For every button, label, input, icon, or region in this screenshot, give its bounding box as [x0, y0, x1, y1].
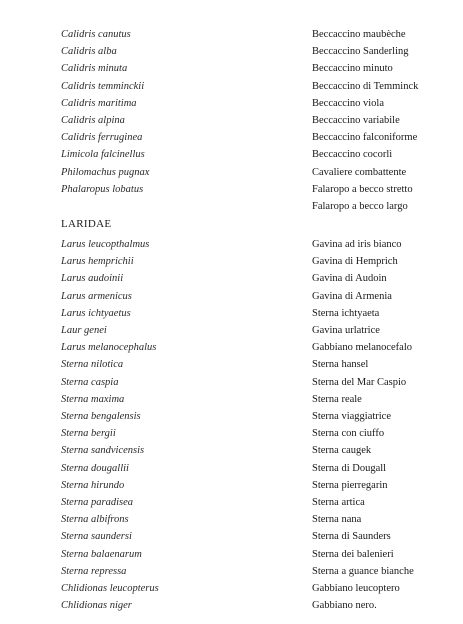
scientific-name: Sterna paradisea [61, 497, 134, 508]
common-name: Gavina di Armenia [312, 290, 392, 302]
scientific-name: Larus hemprichii [61, 256, 134, 268]
common-name: Cavaliere combattente [312, 166, 407, 178]
species-row [0, 477, 463, 494]
common-name: Beccaccino falconiforme [312, 132, 418, 144]
species-row [0, 597, 463, 614]
scientific-name: Calidris minuta [61, 63, 128, 75]
species-row [0, 460, 463, 477]
scientific-name: Calidris alpina [61, 115, 125, 126]
species-row [0, 95, 463, 112]
scientific-name: Sterna hirundo [61, 479, 125, 491]
scientific-name: Sterna bengalensis [61, 411, 141, 422]
common-name: Beccaccino cocorlì [312, 149, 393, 161]
species-row [0, 580, 463, 597]
common-name: Falaropo a becco largo [312, 201, 408, 212]
common-name: Gavina urlatrice [312, 325, 380, 336]
common-name: Gavina di Audoin [312, 273, 387, 285]
common-name: Beccaccino minuto [312, 63, 393, 75]
common-name: Sterna a guance bianche [312, 565, 414, 577]
species-row [0, 322, 463, 339]
common-name: Sterna pierregarin [312, 479, 388, 491]
species-row [0, 164, 463, 181]
scientific-name: Sterna maxima [61, 393, 125, 405]
common-name: Sterna artica [312, 497, 365, 508]
species-row [0, 563, 463, 580]
common-name: Sterna con ciuffo [312, 428, 385, 440]
scientific-name: Larus audoinii [61, 273, 124, 285]
scientific-name: Calidris temminckii [61, 80, 145, 92]
scientific-name: Chlidionas niger [61, 600, 132, 612]
species-row [0, 374, 463, 391]
scientific-name: Calidris alba [61, 46, 117, 58]
species-row [0, 253, 463, 270]
species-row [0, 408, 463, 425]
scientific-name: Sterna sandvicensis [61, 445, 145, 457]
species-row [0, 391, 463, 408]
scientific-name: Calidris ferruginea [61, 132, 143, 144]
common-name: Gabbiano nero. [312, 600, 377, 612]
species-row [0, 26, 463, 43]
scientific-name: Calidris maritima [61, 97, 137, 109]
common-name: Sterna del Mar Caspio [312, 376, 407, 388]
common-name: Sterna nana [312, 514, 362, 526]
common-name: Beccaccino viola [312, 97, 385, 109]
common-name: Gabbiano leucoptero [312, 583, 400, 594]
scientific-name: Philomachus pugnax [61, 166, 150, 178]
common-name: Beccaccino di Temminck [312, 80, 419, 92]
scientific-name: Calidris canutus [61, 29, 131, 40]
scientific-name: Sterna nilotica [61, 359, 124, 371]
common-name: Sterna viaggiatrice [312, 411, 392, 422]
species-row [0, 442, 463, 459]
common-name: Beccaccino Sanderling [312, 46, 409, 58]
species-row [0, 270, 463, 287]
common-name: Sterna caugek [312, 445, 372, 457]
species-row [0, 425, 463, 442]
common-name: Gavina ad iris bianco [312, 239, 402, 250]
common-name: Beccaccino maubèche [312, 29, 406, 40]
species-row [0, 528, 463, 545]
common-name: Sterna ichtyaeta [312, 307, 380, 319]
species-row [0, 494, 463, 511]
scientific-name: Larus ichtyaetus [61, 307, 131, 319]
species-row [0, 305, 463, 322]
scientific-name: Sterna albifrons [61, 514, 129, 526]
species-row [0, 60, 463, 77]
species-row [0, 236, 463, 253]
common-name: Sterna hansel [312, 359, 369, 371]
species-row [0, 181, 463, 198]
common-name: Gavina di Hemprich [312, 256, 398, 268]
scientific-name: Chlidionas leucopterus [61, 583, 159, 594]
species-row [0, 511, 463, 528]
species-row [0, 78, 463, 95]
species-row [0, 356, 463, 373]
common-name: Sterna di Dougall [312, 462, 387, 474]
scientific-name: Phalaropus lobatus [61, 183, 144, 195]
species-row [0, 112, 463, 129]
species-row [0, 339, 463, 356]
scientific-name: Sterna balaenarum [61, 548, 142, 560]
scientific-name: Sterna saundersi [61, 531, 132, 543]
scientific-name: Larus melanocephalus [61, 342, 157, 354]
scientific-name: Limicola falcinellus [61, 149, 145, 161]
species-row [0, 198, 463, 215]
common-name: Sterna di Saunders [312, 531, 391, 543]
scientific-name: Sterna repressa [61, 565, 127, 577]
scientific-name: Sterna dougallii [61, 462, 129, 474]
species-row [0, 43, 463, 60]
common-name: Sterna reale [312, 393, 362, 405]
scientific-name: Laur genei [61, 325, 107, 336]
scientific-name: Sterna bergii [61, 428, 116, 440]
scientific-name: Sterna caspia [61, 376, 119, 388]
scientific-name: Larus leucopthalmus [61, 239, 150, 250]
species-row [0, 546, 463, 563]
species-row [0, 288, 463, 305]
species-row [0, 129, 463, 146]
common-name: Falaropo a becco stretto [312, 183, 413, 195]
scientific-name: Larus armenicus [61, 290, 132, 302]
common-name: Gabbiano melanocefalo [312, 342, 412, 354]
section-header-laridae: LARIDAE [61, 218, 112, 230]
species-row [0, 146, 463, 163]
common-name: Sterna dei balenieri [312, 548, 394, 560]
common-name: Beccaccino variabile [312, 115, 400, 126]
